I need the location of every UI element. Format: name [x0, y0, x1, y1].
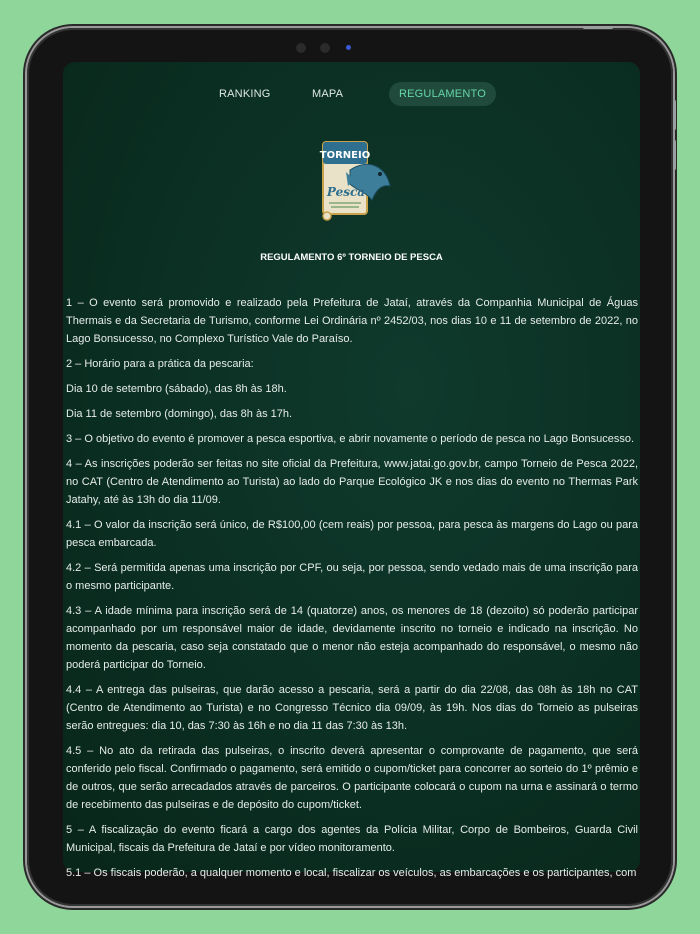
paragraph: 4.3 – A idade mínima para inscrição será de 14 (quatorze) anos, os menores de 18 (dezoito) só poderão participar acompanhado por um responsável maior de idade, devidamente inscrito no torneio e indicado na inscrição. No momento da pescaria, caso seja constatado que o menor não esteja acompanhado do responsável, o mesmo não poderá participar do Torneio. — [66, 605, 638, 671]
tab-regulamento[interactable]: REGULAMENTO — [389, 82, 496, 106]
paragraph: 4.2 – Será permitida apenas uma inscrição por CPF, ou seja, por pessoa, sendo vedado mais de uma inscrição para o mesmo participante. — [66, 562, 638, 592]
page-title: REGULAMENTO 6º TORNEIO DE PESCA — [260, 252, 443, 263]
paragraph: 5 – A fiscalização do evento ficará a cargo dos agentes da Polícia Militar, Corpo de Bombeiros, Guarda Civil Municipal, fiscais da Prefeitura de Jataí e por vídeo monitoramento. — [66, 824, 638, 854]
logo-title: TORNEIO — [319, 150, 371, 161]
paragraph: 1 – O evento será promovido e realizado pela Prefeitura de Jataí, através da Companhia Municipal de Águas Thermais e da Secretaria de Turismo, conforme Lei Ordinária nº 2452/03, nos dias 10 e 11 de setembro de 2022, no Lago Bonsucesso, no Complexo Turístico Vale do Paraíso. — [66, 297, 638, 345]
paragraph: 4.4 – A entrega das pulseiras, que darão acesso a pescaria, será a partir do dia 22/08, das 08h às 18h no CAT (Centro de Atendimento ao Turista) e no Congresso Técnico dia 09/09, às 19h. Nos dias do Torneio as pulseiras serão entregues: dia 10, das 7:30 às 16h e no dia 11 das 7:30 às 13h. — [66, 684, 638, 732]
tournament-logo — [320, 140, 394, 222]
sensor-icon — [296, 43, 306, 53]
regulation-text — [66, 294, 638, 889]
side-button-top — [673, 100, 676, 130]
volume-button — [583, 26, 613, 29]
paragraph: 4 – As inscrições poderão ser feitas no site oficial da Prefeitura, www.jatai.go.gov.br, campo Torneio de Pesca 2022, no CAT (Centro de Atendimento ao Turista) ao lado do Parque Ecológico JK e nos dias do evento no Thermas Park Jatahy, até às 13h do dia 11/09. — [66, 458, 638, 506]
tab-mapa[interactable]: MAPA — [312, 88, 344, 100]
paragraph: 5.1 – Os fiscais poderão, a qualquer momento e local, fiscalizar os veículos, as embarcações e os participantes, com — [66, 867, 637, 879]
sensor-icon — [320, 43, 330, 53]
app-screen — [63, 62, 640, 879]
camera-lens-icon — [346, 45, 351, 50]
side-button-bottom — [673, 140, 676, 170]
paragraph: 3 – O objetivo do evento é promover a pesca esportiva, e abrir novamente o período de pesca no Lago Bonsucesso. — [66, 433, 635, 445]
paragraph: 2 – Horário para a prática da pescaria: — [66, 358, 254, 370]
paragraph: 4.5 – No ato da retirada das pulseiras, o inscrito deverá apresentar o comprovante de pagamento, que será conferido pelo fiscal. Confirmado o pagamento, será emitido o cupom/ticket para concorrer ao sorteio do 1º prêmio e de outros, que serão arrecadados através de parceiros. O participante colocará o cupom na urna e assinará o termo de recebimento das pulseiras e de depósito do cupom/ticket. — [66, 745, 638, 811]
logo-subtitle: Pesca — [326, 185, 366, 199]
paragraph: 4.1 – O valor da inscrição será único, de R$100,00 (cem reais) por pessoa, para pesca às margens do Lago ou para pesca embarcada. — [66, 519, 638, 549]
top-nav — [63, 82, 640, 106]
paragraph: Dia 11 de setembro (domingo), das 8h às 17h. — [66, 408, 293, 420]
camera-bar — [296, 43, 366, 53]
tab-ranking[interactable]: RANKING — [219, 88, 271, 100]
paragraph: Dia 10 de setembro (sábado), das 8h às 18h. — [66, 383, 287, 395]
